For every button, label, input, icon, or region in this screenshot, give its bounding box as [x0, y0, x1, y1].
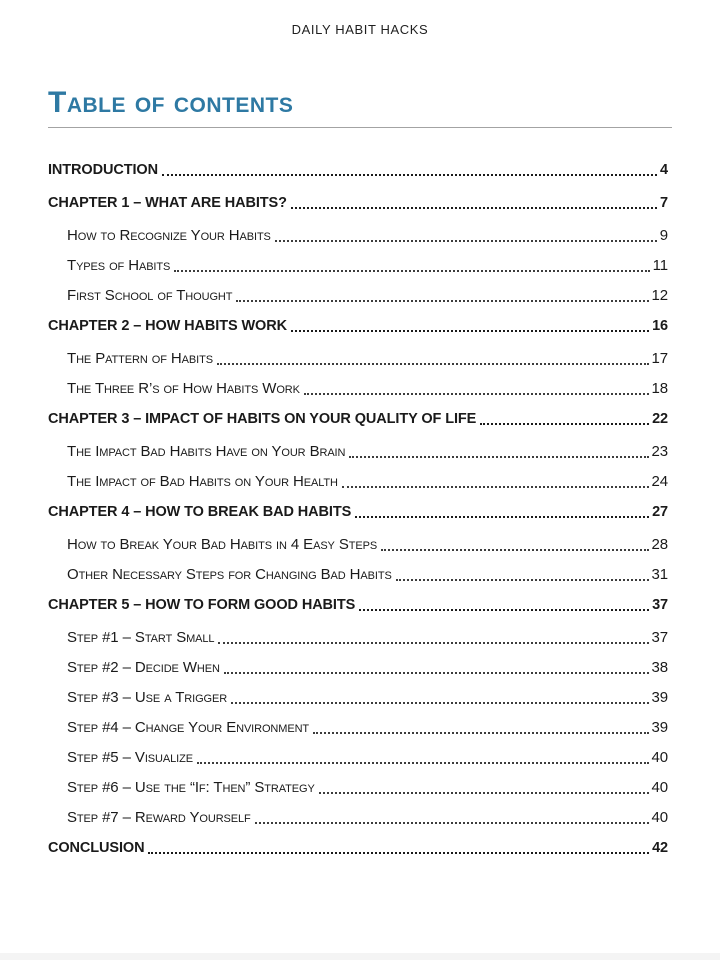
toc-entry-page-number: 42 [652, 840, 668, 856]
toc-entry-label: Step #5 – Visualize [67, 749, 193, 766]
toc-entry-page-number: 22 [652, 411, 668, 427]
toc-entry-page-number: 24 [651, 473, 668, 490]
toc-entry[interactable] [48, 565, 668, 585]
toc-dot-leader [291, 330, 649, 332]
toc-entry-label: Other Necessary Steps for Changing Bad Habits [67, 566, 392, 583]
toc-entry-page-number: 38 [651, 659, 668, 676]
toc-entry-label: The Three R’s of How Habits Work [67, 380, 300, 397]
toc-entry[interactable] [48, 658, 668, 678]
toc-entry-label: The Pattern of Habits [67, 350, 213, 367]
toc-dot-leader [174, 270, 649, 272]
toc-entry[interactable] [48, 226, 668, 246]
title-divider [48, 127, 672, 128]
toc-entry-label: CHAPTER 5 – HOW TO FORM GOOD HABITS [48, 597, 356, 613]
toc-entry[interactable] [48, 502, 668, 522]
toc-entry[interactable] [48, 349, 668, 369]
toc-dot-leader [231, 702, 648, 704]
toc-dot-leader [349, 456, 648, 458]
toc-entry-page-number: 4 [660, 162, 668, 178]
toc-entry-label: The Impact Bad Habits Have on Your Brain [67, 443, 346, 460]
toc-entry-page-number: 12 [651, 287, 668, 304]
toc-entry-page-number: 17 [651, 350, 668, 367]
toc-entry-page-number: 27 [652, 504, 668, 520]
toc-entry-label: First School of Thought [67, 287, 233, 304]
toc-entry[interactable] [48, 379, 668, 399]
toc-entry-page-number: 37 [651, 629, 668, 646]
toc-entry-label: Types of Habits [67, 257, 171, 274]
toc-entry[interactable] [48, 535, 668, 555]
toc-dot-leader [217, 363, 649, 365]
toc-dot-leader [355, 516, 649, 518]
running-header: DAILY HABIT HACKS [291, 22, 429, 37]
toc-entry-page-number: 31 [651, 566, 668, 583]
toc-dot-leader [359, 609, 649, 611]
toc-entry-label: CHAPTER 4 – HOW TO BREAK BAD HABITS [48, 504, 352, 520]
toc-entry-label: CHAPTER 2 – HOW HABITS WORK [48, 318, 287, 334]
toc-entry[interactable] [48, 778, 668, 798]
toc-entry[interactable] [48, 838, 668, 858]
table-of-contents [48, 160, 672, 858]
toc-entry-label: How to Recognize Your Habits [67, 227, 271, 244]
toc-dot-leader [304, 393, 649, 395]
toc-entry-page-number: 28 [651, 536, 668, 553]
toc-entry-label: The Impact of Bad Habits on Your Health [67, 473, 338, 490]
toc-entry[interactable] [48, 595, 668, 615]
toc-entry[interactable] [48, 688, 668, 708]
toc-entry-page-number: 11 [652, 257, 668, 274]
toc-dot-leader [148, 852, 649, 854]
toc-entry-page-number: 40 [651, 809, 668, 826]
toc-entry-label: Step #6 – Use the “If: Then” Strategy [67, 779, 315, 796]
toc-dot-leader [236, 300, 648, 302]
toc-entry-label: Step #4 – Change Your Environment [67, 719, 310, 736]
toc-entry-label: CHAPTER 1 – WHAT ARE HABITS? [48, 195, 287, 211]
toc-entry[interactable] [48, 808, 668, 828]
toc-entry-page-number: 16 [652, 318, 668, 334]
toc-dot-leader [381, 549, 648, 551]
toc-entry-label: Step #1 – Start Small [67, 629, 215, 646]
toc-entry-page-number: 40 [651, 779, 668, 796]
toc-entry-page-number: 18 [651, 380, 668, 397]
toc-entry[interactable] [48, 286, 668, 306]
toc-dot-leader [275, 240, 657, 242]
toc-dot-leader [291, 207, 657, 209]
toc-entry[interactable] [48, 442, 668, 462]
toc-dot-leader [255, 822, 649, 824]
toc-dot-leader [319, 792, 649, 794]
toc-dot-leader [342, 486, 649, 488]
toc-entry-page-number: 37 [652, 597, 668, 613]
toc-entry[interactable] [48, 256, 668, 276]
toc-entry-page-number: 40 [651, 749, 668, 766]
toc-entry[interactable] [48, 628, 668, 648]
toc-dot-leader [480, 423, 649, 425]
toc-dot-leader [224, 672, 649, 674]
toc-entry-page-number: 9 [659, 227, 668, 244]
page-title: Table of contents [48, 86, 294, 119]
page-bottom-edge [0, 953, 720, 960]
toc-entry-label: Step #3 – Use a Trigger [67, 689, 228, 706]
toc-entry-page-number: 7 [660, 195, 668, 211]
toc-entry-label: Step #2 – Decide When [67, 659, 220, 676]
toc-entry-label: Step #7 – Reward Yourself [67, 809, 251, 826]
toc-entry-page-number: 39 [651, 689, 668, 706]
toc-entry[interactable] [48, 718, 668, 738]
toc-entry-label: INTRODUCTION [48, 162, 158, 178]
toc-dot-leader [197, 762, 649, 764]
toc-entry-label: CONCLUSION [48, 840, 145, 856]
toc-entry[interactable] [48, 316, 668, 336]
toc-dot-leader [313, 732, 648, 734]
toc-entry-page-number: 39 [651, 719, 668, 736]
toc-dot-leader [218, 642, 648, 644]
toc-entry[interactable] [48, 193, 668, 213]
toc-entry-label: CHAPTER 3 – IMPACT OF HABITS ON YOUR QUALITY OF LIFE [48, 411, 477, 427]
toc-entry-page-number: 23 [651, 443, 668, 460]
toc-entry[interactable] [48, 160, 668, 180]
toc-dot-leader [162, 174, 657, 176]
toc-entry[interactable] [48, 748, 668, 768]
toc-entry-label: How to Break Your Bad Habits in 4 Easy Steps [67, 536, 378, 553]
toc-entry[interactable] [48, 472, 668, 492]
toc-dot-leader [396, 579, 649, 581]
toc-entry[interactable] [48, 409, 668, 429]
